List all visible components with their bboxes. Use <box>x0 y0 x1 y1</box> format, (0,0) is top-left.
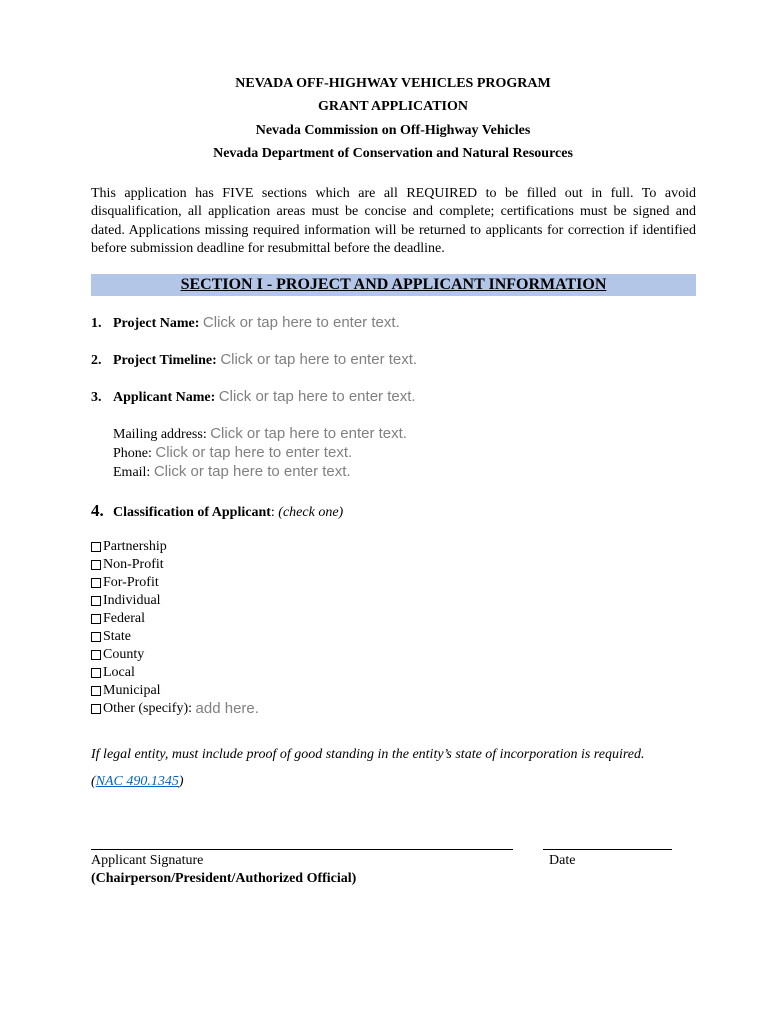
phone-field[interactable]: Click or tap here to enter text. <box>155 444 353 461</box>
checkbox-label: State <box>103 629 131 644</box>
checkbox-row-state[interactable] <box>91 628 259 646</box>
email-row <box>113 463 351 481</box>
phone-row <box>113 444 352 462</box>
signature-role: (Chairperson/President/Authorized Official) <box>91 871 357 886</box>
signature-line <box>91 849 513 850</box>
mailing-address-label: Mailing address: <box>113 427 207 442</box>
question-number: 3. <box>91 390 102 405</box>
checkbox[interactable] <box>91 578 101 588</box>
question-classification <box>91 501 343 521</box>
checkbox-row-other[interactable] <box>91 700 259 718</box>
close-paren: ) <box>178 774 184 789</box>
checkbox-row-county[interactable] <box>91 646 259 664</box>
applicant-name-field[interactable]: Click or tap here to enter text. <box>218 388 416 405</box>
checkbox-row-individual[interactable] <box>91 592 259 610</box>
classification-colon: : <box>270 505 275 520</box>
nac-reference <box>91 774 184 790</box>
legal-entity-note: If legal entity, must include proof of good standing in the entity’s state of incorporation is required. <box>91 747 645 762</box>
checkbox-label: Partnership <box>103 539 167 554</box>
checkbox-label: Other (specify): <box>103 701 193 716</box>
email-field[interactable]: Click or tap here to enter text. <box>153 463 351 480</box>
question-applicant-name <box>91 388 416 406</box>
date-label: Date <box>549 853 576 868</box>
question-project-timeline <box>91 351 417 369</box>
checkbox-label: Federal <box>103 611 145 626</box>
application-title: GRANT APPLICATION <box>317 99 468 114</box>
checkbox-label: Municipal <box>103 683 161 698</box>
program-title: NEVADA OFF-HIGHWAY VEHICLES PROGRAM <box>235 76 551 91</box>
checkbox[interactable] <box>91 704 101 714</box>
open-paren: ( <box>91 774 96 789</box>
checkbox-row-federal[interactable] <box>91 610 259 628</box>
classification-label: Classification of Applicant <box>113 505 271 520</box>
question-number: 1. <box>91 316 102 331</box>
project-timeline-label: Project Timeline: <box>113 353 217 368</box>
checkbox-label: Non-Profit <box>103 557 164 572</box>
checkbox-row-partnership[interactable] <box>91 538 259 556</box>
commission-name: Nevada Commission on Off-Highway Vehicles <box>255 123 531 138</box>
checkbox[interactable] <box>91 668 101 678</box>
phone-label: Phone: <box>113 446 152 461</box>
checkbox[interactable] <box>91 650 101 660</box>
project-name-field[interactable]: Click or tap here to enter text. <box>202 314 400 331</box>
classification-checklist <box>91 538 259 718</box>
date-line <box>543 849 672 850</box>
other-specify-field[interactable]: add here. <box>195 700 259 717</box>
nac-link[interactable]: NAC 490.1345 <box>95 774 179 789</box>
checkbox[interactable] <box>91 614 101 624</box>
checkbox[interactable] <box>91 596 101 606</box>
checkbox-row-non-profit[interactable] <box>91 556 259 574</box>
question-number: 4. <box>91 501 104 520</box>
checkbox[interactable] <box>91 686 101 696</box>
department-name: Nevada Department of Conservation and Natural Resources <box>213 146 573 161</box>
question-number: 2. <box>91 353 102 368</box>
section-header-bar <box>91 274 696 296</box>
project-timeline-field[interactable]: Click or tap here to enter text. <box>220 351 418 368</box>
section-title: SECTION I - PROJECT AND APPLICANT INFORMATION <box>180 276 607 293</box>
checkbox-row-municipal[interactable] <box>91 682 259 700</box>
checkbox[interactable] <box>91 542 101 552</box>
question-project-name <box>91 314 400 332</box>
checkbox-label: Local <box>103 665 135 680</box>
checkbox-label: For-Profit <box>103 575 159 590</box>
mailing-address-field[interactable]: Click or tap here to enter text. <box>210 425 407 442</box>
project-name-label: Project Name: <box>113 316 200 331</box>
checkbox-row-for-profit[interactable] <box>91 574 259 592</box>
checkbox-row-local[interactable] <box>91 664 259 682</box>
intro-paragraph: This application has FIVE sections which are all REQUIRED to be filled out in full. To avoid disqualification, all application areas must be concise and complete; certifications must be signed and dated. Applications missing required information will be returned to applicants for correction if identified before submission deadline for resubmittal before the deadline. <box>91 186 696 257</box>
checkbox-label: County <box>103 647 145 662</box>
applicant-name-label: Applicant Name: <box>113 390 216 405</box>
checkbox[interactable] <box>91 632 101 642</box>
checkbox[interactable] <box>91 560 101 570</box>
checkbox-label: Individual <box>103 593 161 608</box>
classification-hint: (check one) <box>278 505 344 520</box>
signature-label: Applicant Signature <box>91 853 204 868</box>
mailing-address-row <box>113 425 407 443</box>
email-label: Email: <box>113 465 151 480</box>
